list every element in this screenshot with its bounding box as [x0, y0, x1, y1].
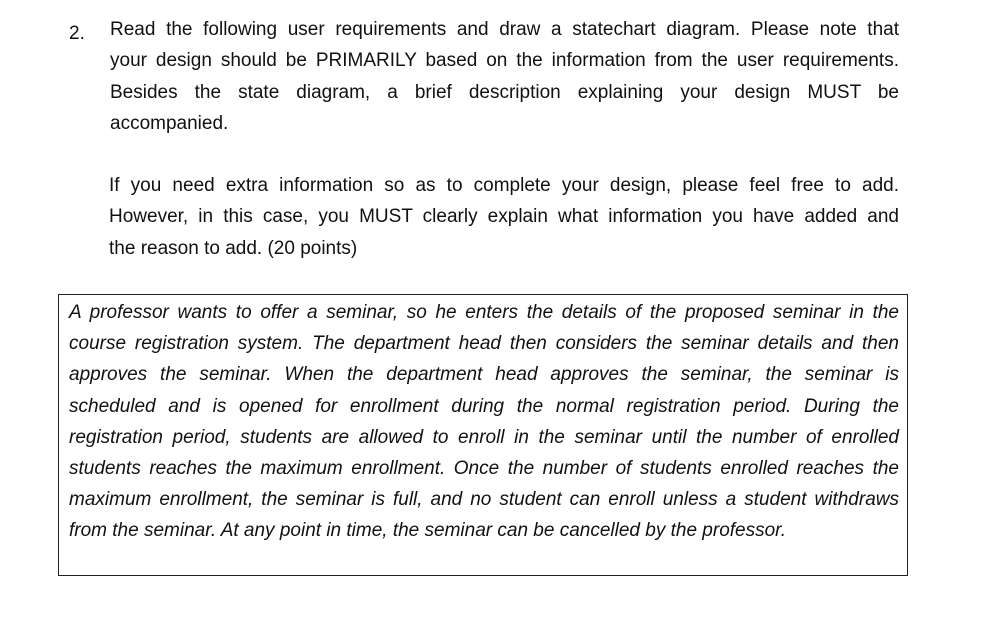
- instructions-line: Besides the state diagram, a brief description explaining your design MUST be: [110, 81, 899, 103]
- requirements-line: from the seminar. At any point in time, the seminar can be cancelled by the professor.: [69, 520, 787, 542]
- instructions-line: Read the following user requirements and draw a statechart diagram. Please note that: [110, 19, 899, 40]
- extra-info-paragraph: [109, 170, 899, 264]
- requirements-line: approves the seminar. When the department head approves the seminar, the seminar is: [69, 364, 899, 386]
- requirements-line: maximum enrollment, the seminar is full, and no student can enroll unless a student withdraws: [69, 489, 899, 511]
- extra-info-line: If you need extra information so as to complete your design, please feel free to add.: [109, 175, 899, 196]
- requirements-line: course registration system. The department head then considers the seminar details and then: [69, 333, 899, 355]
- instructions-line: your design should be PRIMARILY based on the information from the user requirements.: [110, 50, 899, 72]
- requirements-line: scheduled and is opened for enrollment during the normal registration period. During the: [69, 395, 899, 417]
- requirements-line: registration period, students are allowed to enroll in the seminar until the number of enrolled: [69, 426, 899, 448]
- extra-info-line: the reason to add. (20 points): [109, 237, 358, 259]
- question-number: 2.: [69, 23, 85, 44]
- requirements-box: [58, 294, 908, 576]
- instructions-paragraph: [110, 14, 899, 139]
- requirements-text: [69, 297, 899, 547]
- instructions-line: accompanied.: [110, 112, 229, 134]
- extra-info-line: However, in this case, you MUST clearly explain what information you have added and: [109, 206, 899, 228]
- requirements-line: students reaches the maximum enrollment. Once the number of students enrolled reaches the: [69, 458, 899, 480]
- requirements-line: A professor wants to offer a seminar, so he enters the details of the proposed seminar in the: [69, 302, 899, 323]
